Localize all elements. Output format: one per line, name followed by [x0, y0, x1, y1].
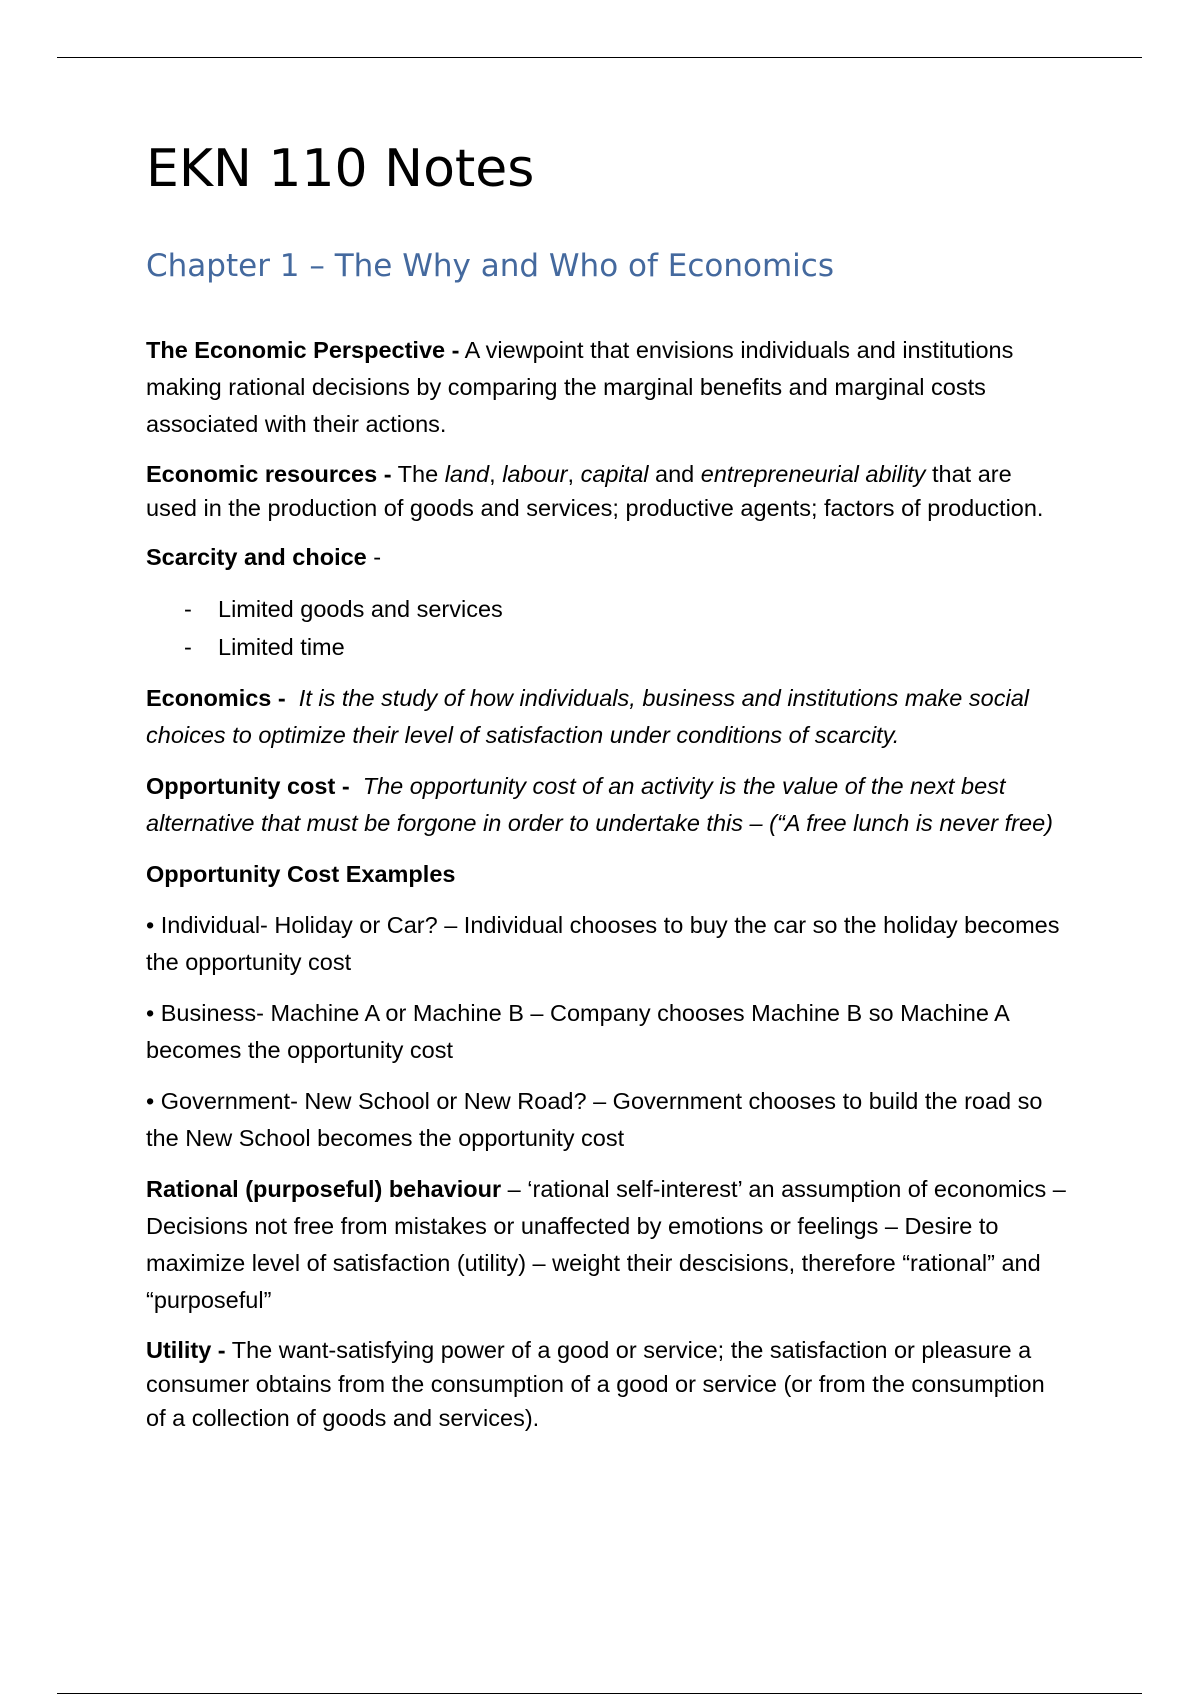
chapter-heading: Chapter 1 – The Why and Who of Economics — [146, 248, 834, 285]
definition-text: It is the study of how individuals, business and institutions make social choices to optimize their level of satisfaction under conditions of scarcity. — [146, 684, 1029, 748]
examples-heading — [146, 856, 1066, 893]
top-border-line — [57, 57, 1142, 58]
term-label: The Economic Perspective - — [146, 336, 460, 363]
term-label: Economic resources - — [146, 460, 392, 487]
definition-rational-behaviour — [146, 1171, 1066, 1319]
definition-opportunity-cost — [146, 768, 1066, 842]
example-item: • Business- Machine A or Machine B – Company chooses Machine B so Machine A becomes the opportunity cost — [146, 999, 1009, 1063]
definition-text: The want-satisfying power of a good or service; the satisfaction or pleasure a consumer obtains from the consumption of a good or service (or from the consumption of a collection of goods and services). — [146, 1336, 1045, 1431]
dash-marker: - — [184, 633, 192, 660]
emphasis-text: labour — [502, 460, 568, 487]
dash-marker: - — [184, 595, 192, 622]
definition-text: and — [648, 460, 701, 487]
list-item-text: Limited goods and services — [218, 595, 503, 622]
document-body — [146, 138, 1066, 1449]
definition-text: – ‘rational self-interest’ an assumption of economics – Decisions not free from mistakes or unaffected by emotions or feelings – Desire to maximize level of satisfaction (utility) – weight their descisions, therefore “rational” and “purposeful” — [146, 1175, 1066, 1313]
list-item — [146, 590, 1066, 628]
term-label: Scarcity and choice — [146, 543, 367, 570]
definition-economic-perspective — [146, 332, 1066, 443]
definition-economics — [146, 680, 1066, 754]
heading-text: Opportunity Cost Examples — [146, 860, 456, 887]
example-item: • Government- New School or New Road? – Government chooses to build the road so the New School becomes the opportunity cost — [146, 1087, 1043, 1151]
term-label: Rational (purposeful) behaviour — [146, 1175, 502, 1202]
definition-text: - — [366, 543, 382, 570]
definition-text: , — [567, 460, 581, 487]
definition-text: A viewpoint that envisions individuals and institutions making rational decisions by comparing the marginal benefits and marginal costs associated with their actions. — [146, 336, 1014, 437]
bottom-border-line — [57, 1693, 1142, 1694]
definition-scarcity — [146, 539, 1066, 576]
term-label: Economics - — [146, 684, 286, 711]
definition-utility — [146, 1333, 1066, 1435]
term-label: Utility - — [146, 1336, 226, 1363]
emphasis-text: capital — [580, 460, 649, 487]
example-item: • Individual- Holiday or Car? – Individual chooses to buy the car so the holiday becomes the opportunity cost — [146, 911, 1060, 975]
term-label: Opportunity cost - — [146, 772, 350, 799]
definition-economic-resources — [146, 457, 1066, 525]
scarcity-list — [146, 590, 1066, 666]
definition-text: that are used in the production of goods and services; productive agents; factors of production. — [146, 460, 1044, 521]
definition-text: The — [391, 460, 445, 487]
list-item-text: Limited time — [218, 633, 345, 660]
definition-text: The opportunity cost of an activity is the value of the next best alternative that must be forgone in order to undertake this – (“A free lunch is never free) — [146, 772, 1053, 836]
document-title: EKN 110 Notes — [146, 139, 535, 199]
emphasis-text: land — [444, 460, 490, 487]
list-item — [146, 628, 1066, 666]
emphasis-text: entrepreneurial ability — [700, 460, 926, 487]
definition-text: , — [489, 460, 503, 487]
